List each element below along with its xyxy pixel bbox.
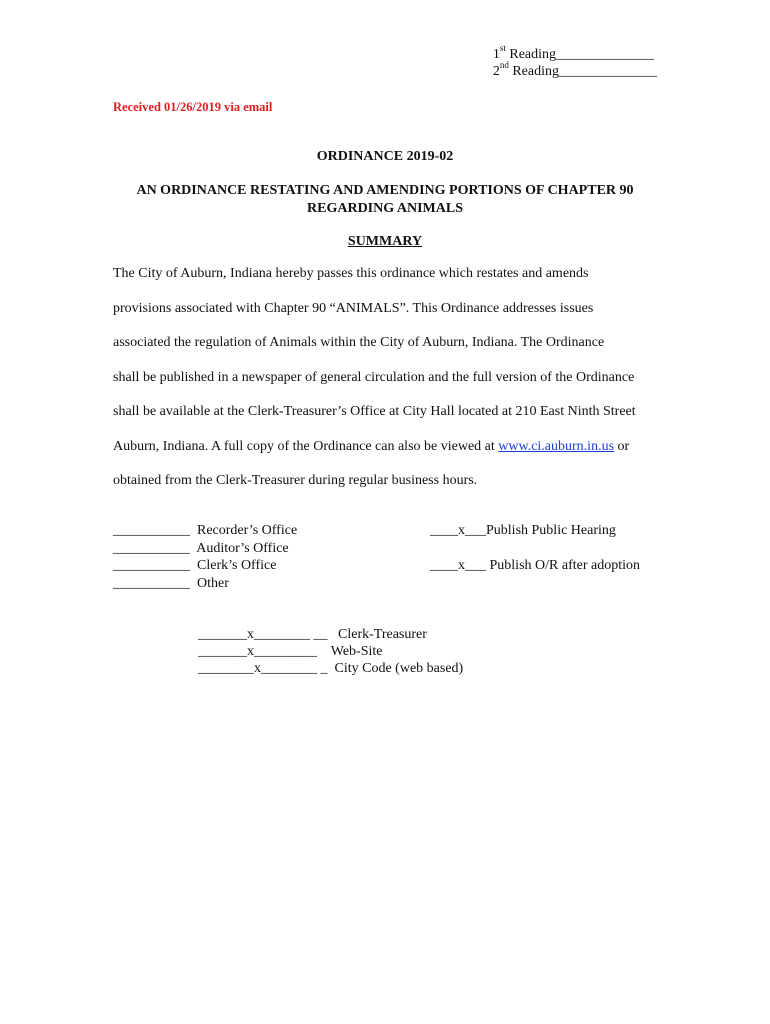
city-website-link[interactable]: www.ci.auburn.in.us [498, 438, 615, 454]
second-reading-line [492, 60, 657, 80]
second-reading-suffix: nd [499, 60, 509, 71]
distribution-blank: ___________ [113, 575, 190, 591]
distribution-list-bottom [198, 626, 463, 677]
first-reading-line [492, 43, 657, 63]
distribution-blank: ___________ [113, 558, 190, 573]
summary-heading: SUMMARY [347, 234, 423, 249]
second-reading-number: 2 [492, 64, 500, 79]
distribution-blank: ___________ [113, 523, 190, 538]
distribution-blank: _______x________ __ [198, 627, 328, 642]
ordinance-title-line-1: AN ORDINANCE RESTATING AND AMENDING PORTIONS OF CHAPTER 90 [136, 183, 634, 198]
distribution-label: Publish O/R after adoption [486, 558, 640, 573]
distribution-label: City Code (web based) [334, 661, 464, 676]
distribution-item-auditor [113, 540, 297, 558]
summary-line-1: The City of Auburn, Indiana hereby passes this ordinance which restates and amends [113, 266, 589, 281]
distribution-list-right [430, 522, 640, 575]
distribution-item-clerk [113, 557, 297, 575]
distribution-label: Clerk-Treasurer [338, 627, 427, 642]
distribution-blank: ___________ [113, 540, 190, 556]
summary-line-7: obtained from the Clerk-Treasurer during regular business hours. [113, 473, 478, 488]
summary-line-5: shall be available at the Clerk-Treasurer’s Office at City Hall located at 210 East Ninth Street [113, 404, 636, 419]
distribution-item-recorder [113, 522, 297, 540]
first-reading-suffix: st [499, 43, 506, 54]
distribution-list-left [113, 522, 297, 592]
summary-line-6-tail: or [614, 438, 630, 454]
summary-line-6 [113, 437, 658, 472]
distribution-item-web-site [198, 643, 463, 660]
distribution-item-city-code [198, 660, 463, 677]
distribution-blank: ____x___ [430, 523, 486, 538]
distribution-blank: ________x________ _ [198, 661, 328, 676]
summary-line-3: associated the regulation of Animals within the City of Auburn, Indiana. The Ordinance [113, 335, 605, 350]
first-reading-number: 1 [492, 47, 500, 62]
distribution-item-clerk-treasurer [198, 626, 463, 643]
ordinance-number: ORDINANCE 2019-02 [316, 149, 454, 164]
distribution-label: Recorder’s Office [197, 523, 298, 538]
distribution-item-other [113, 575, 297, 593]
distribution-label: Clerk’s Office [197, 558, 277, 573]
ordinance-title [100, 182, 670, 218]
distribution-label: Auditor’s Office [196, 540, 289, 556]
distribution-blank: ____x___ [430, 558, 486, 573]
first-reading-label: Reading______________ [505, 47, 655, 62]
distribution-blank: _______x_________ [198, 644, 317, 659]
received-note: Received 01/26/2019 via email [113, 100, 273, 114]
distribution-item-publish-adoption [430, 557, 640, 575]
reading-block [492, 43, 657, 80]
distribution-label: Publish Public Hearing [486, 523, 616, 538]
distribution-label: Other [197, 575, 229, 591]
second-reading-label: Reading______________ [508, 64, 657, 79]
distribution-item-public-hearing [430, 522, 640, 540]
ordinance-title-line-2: REGARDING ANIMALS [307, 201, 463, 216]
summary-line-4: shall be published in a newspaper of general circulation and the full version of the Ordinance [113, 369, 635, 385]
summary-body [113, 264, 658, 506]
distribution-label: Web-Site [330, 644, 383, 659]
summary-line-2: provisions associated with Chapter 90 “ANIMALS”. This Ordinance addresses issues [113, 300, 594, 316]
summary-line-6-text: Auburn, Indiana. A full copy of the Ordinance can also be viewed at [113, 438, 499, 454]
